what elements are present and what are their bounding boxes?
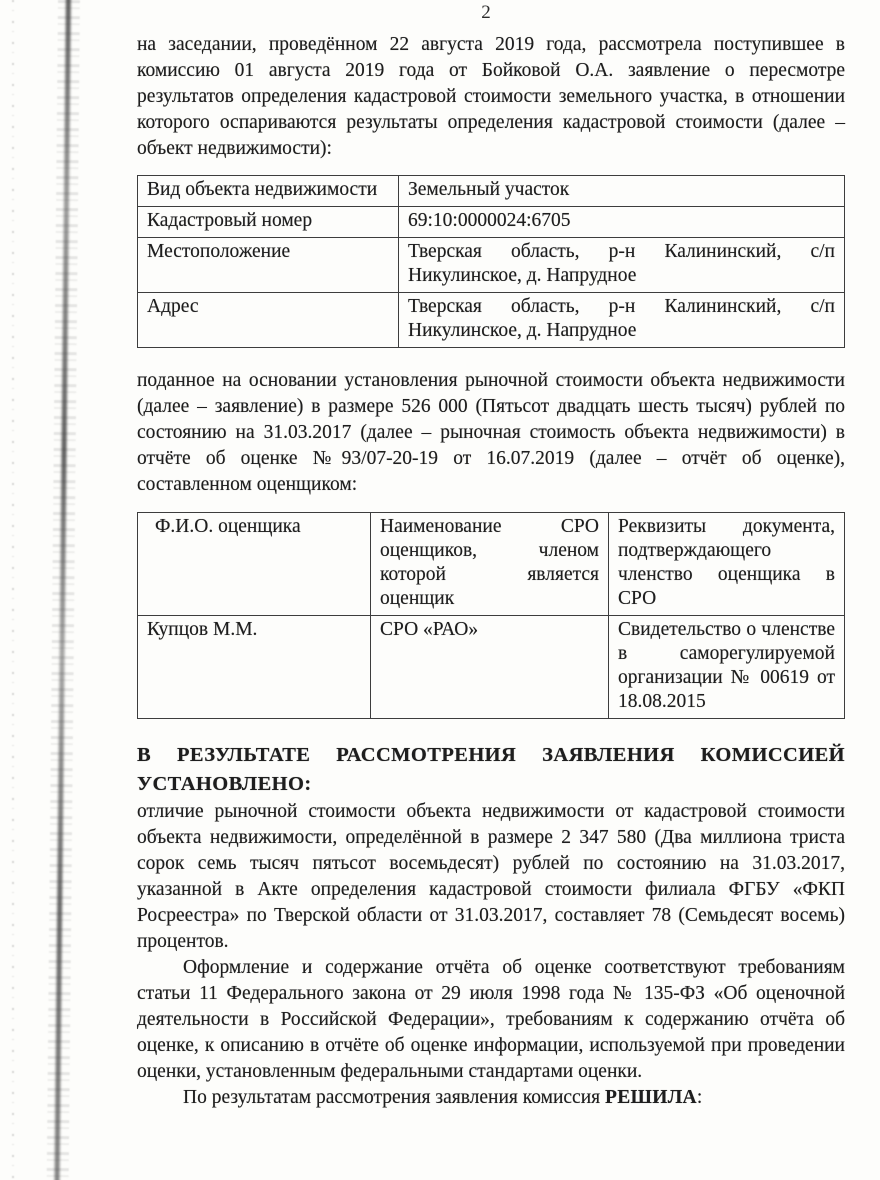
address-label: Адрес — [138, 293, 399, 348]
decision-keyword: РЕШИЛА — [605, 1087, 697, 1108]
decision-suffix: : — [696, 1087, 703, 1108]
table-row — [138, 616, 845, 719]
object-type-label: Вид объекта недвижимости — [138, 176, 399, 207]
location-value: Тверская область, р-н Калининский, с/п Никулинское, д. Напрудное — [399, 238, 845, 293]
table-row — [138, 207, 845, 238]
paragraph-application: поданное на основании установления рыночной стоимости объекта недвижимости (далее – заявление) в размере 526 000 (Пятьсот двадцать шесть тысяч) рублей по состоянию на 31.03.2017 (далее – рыночная стоимость объекта недвижимости) в отчёте об оценке №93/07-20-19 от 16.07.2019 (далее – отчёт об оценке), составленном оценщиком: — [137, 370, 845, 495]
cadastral-number-value: 69:10:0000024:6705 — [399, 207, 845, 238]
document-content — [137, 32, 845, 1111]
appraiser-name-value: Купцов М.М. — [138, 616, 371, 719]
table-row — [138, 238, 845, 293]
decision-prefix: По результатам рассмотрения заявления комиссия — [183, 1087, 605, 1108]
location-label: Местоположение — [138, 238, 399, 293]
object-table — [137, 175, 845, 348]
object-type-value: Земельный участок — [399, 176, 845, 207]
sro-name-header: Наименование СРО оценщиков, членом которой является оценщик — [371, 513, 609, 616]
appraiser-name-header: Ф.И.О. оценщика — [138, 513, 371, 616]
table-row — [138, 176, 845, 207]
decision-line — [137, 1085, 845, 1111]
scan-noise-left-edge — [12, 0, 14, 1180]
page-number: 2 — [481, 2, 491, 23]
sro-name-value: СРО «РАО» — [371, 616, 609, 719]
membership-doc-header: Реквизиты документа, подтверждающего членство оценщика в СРО — [609, 513, 845, 616]
membership-doc-value: Свидетельство о членстве в саморегулируемой организации № 00619 от 18.08.2015 — [609, 616, 845, 719]
table-header-row — [138, 513, 845, 616]
paragraph-report-compliance: Оформление и содержание отчёта об оценке соответствуют требованиям статьи 11 Федерального закона от 29 июля 1998 года № 135-ФЗ «Об оценочной деятельности в Российской Федерации», требованиям к содержанию отчёта об оценке, к описанию в отчёте об оценке информации, используемой при проведении оценки, установленным федеральными стандартами оценки. — [137, 957, 845, 1082]
paragraph-difference: отличие рыночной стоимости объекта недвижимости от кадастровой стоимости объекта недвижимости, определённой в размере 2 347 580 (Два миллиона триста сорок семь тысяч пятьсот восемьдесят) рублей по состоянию на 31.03.2017, указанной в Акте определения кадастровой стоимости филиала ФГБУ «ФКП Росреестра» по Тверской области от 31.03.2017, составляет 78 (Семьдесят восемь) процентов. — [137, 801, 845, 952]
table-row — [138, 293, 845, 348]
paragraph-intro: на заседании, проведённом 22 августа 2019 года, рассмотрела поступившее в комиссию 01 августа 2019 года от Бойковой О.А. заявление о пересмотре результатов определения кадастровой стоимости земельного участка, в отношении которого оспариваются результаты определения кадастровой стоимости (далее – объект недвижимости): — [137, 34, 845, 159]
result-heading: В РЕЗУЛЬТАТЕ РАССМОТРЕНИЯ ЗАЯВЛЕНИЯ КОМИССИЕЙ УСТАНОВЛЕНО: — [137, 744, 845, 795]
appraiser-table — [137, 512, 845, 719]
cadastral-number-label: Кадастровый номер — [138, 207, 399, 238]
address-value: Тверская область, р-н Калининский, с/п Никулинское, д. Напрудное — [399, 293, 845, 348]
